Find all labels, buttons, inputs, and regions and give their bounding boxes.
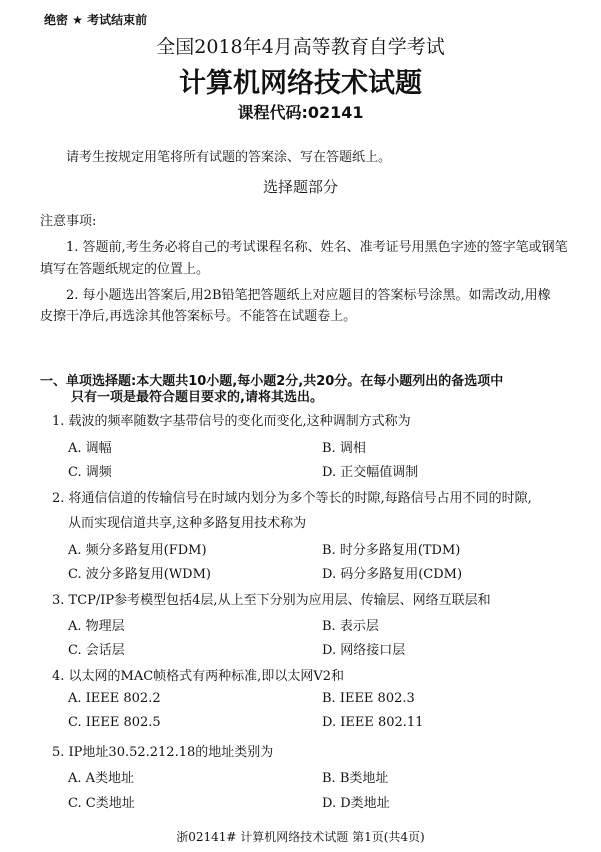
exam-name: 全国2018年4月高等教育自学考试 [156, 36, 445, 58]
secret-mark: 绝密 ★ 考试结束前 [44, 13, 148, 27]
option-a: A. IEEE 802.2 [68, 691, 161, 706]
option-c: C. 会话层 [68, 643, 125, 658]
option-b: B. 表示层 [322, 619, 379, 634]
instruction-text: 请考生按规定用笔将所有试题的答案涂、写在答题纸上。 [66, 150, 392, 165]
option-d: D. 正交幅值调制 [322, 465, 419, 480]
option-c: C. 波分多路复用(WDM) [68, 567, 211, 582]
note-item-1: 1. 答题前,考生务必将自己的考试课程名称、姓名、准考证号用黑色字迹的签字笔或钢笔 [66, 240, 568, 255]
question-stem: 4. 以太网的MAC帧格式有两种标准,即以太网V2和 [52, 669, 344, 684]
option-d: D. 码分多路复用(CDM) [322, 567, 463, 582]
course-code: 课程代码:02141 [237, 103, 364, 122]
part-title: 选择题部分 [262, 178, 338, 196]
question-stem: 2. 将通信信道的传输信号在时域内划分为多个等长的时隙,每路信号占用不同的时隙, [52, 491, 532, 506]
option-a: A. A类地址 [68, 771, 135, 786]
paper-title: 计算机网络技术试题 [179, 68, 422, 99]
section-heading: 一、单项选择题:本大题共10小题,每小题2分,共20分。在每小题列出的备选项中 [40, 374, 504, 389]
option-b: B. B类地址 [322, 771, 389, 786]
option-b: B. 时分多路复用(TDM) [322, 543, 461, 558]
question-stem: 1. 载波的频率随数字基带信号的变化而变化,这种调制方式称为 [52, 414, 411, 429]
notes-title: 注意事项: [40, 214, 97, 229]
option-d: D. 网络接口层 [322, 643, 406, 658]
option-a: A. 调幅 [68, 441, 112, 456]
note-item-2: 2. 每小题选出答案后,用2B铅笔把答题纸上对应题目的答案标号涂黑。如需改动,用橡 [66, 288, 551, 303]
question-stem: 5. IP地址30.52.212.18的地址类别为 [52, 745, 274, 760]
question-stem-cont: 从而实现信道共享,这种多路复用技术称为 [68, 516, 307, 531]
option-b: B. 调相 [322, 441, 366, 456]
option-c: C. IEEE 802.5 [68, 715, 161, 730]
option-a: A. 物理层 [68, 619, 125, 634]
question-stem: 3. TCP/IP参考模型包括4层,从上至下分别为应用层、传输层、网络互联层和 [52, 593, 491, 608]
page-footer: 浙02141# 计算机网络技术试题 第1页(共4页) [176, 830, 425, 844]
option-c: C. C类地址 [68, 796, 135, 811]
option-d: D. D类地址 [322, 796, 390, 811]
option-b: B. IEEE 802.3 [322, 691, 415, 706]
section-heading-cont: 只有一项是最符合题目要求的,请将其选出。 [71, 390, 323, 405]
option-a: A. 频分多路复用(FDM) [68, 543, 207, 558]
option-c: C. 调频 [68, 465, 112, 480]
option-d: D. IEEE 802.11 [322, 715, 424, 730]
note-item-2-cont: 皮擦干净后,再选涂其他答案标号。不能答在试题卷上。 [40, 309, 357, 324]
note-item-1-cont: 填写在答题纸规定的位置上。 [40, 262, 210, 277]
